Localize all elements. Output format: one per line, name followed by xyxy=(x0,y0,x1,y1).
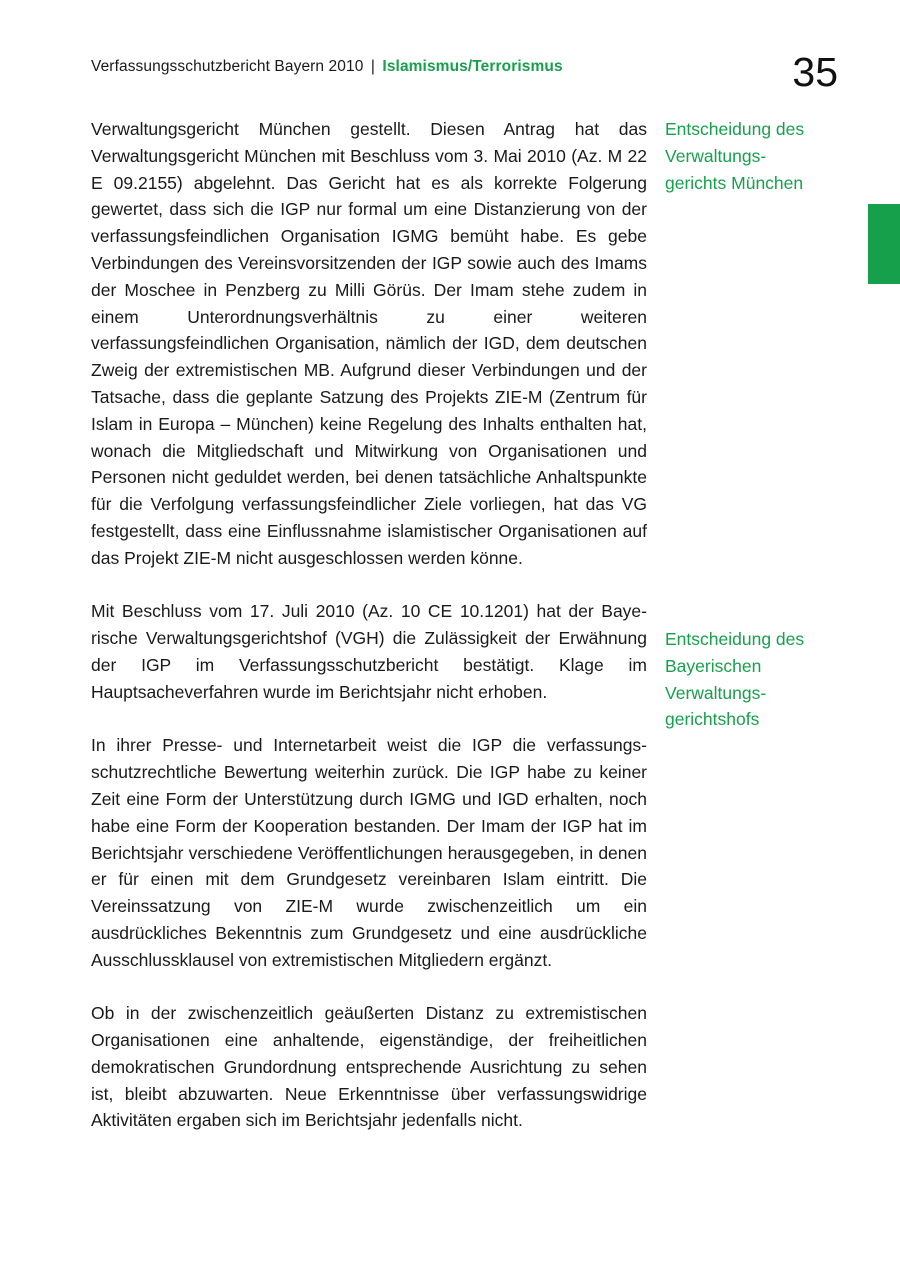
page-number: 35 xyxy=(792,49,838,95)
section-title: Islamismus/Terrorismus xyxy=(382,58,563,75)
margin-note-vgh xyxy=(665,626,865,733)
paragraph-1: Verwaltungsgericht München gestellt. Diesen Antrag hat das Verwaltungsgericht München mit Beschluss vom 3. Mai 2010 (Az. M 22 E 09.2155) abgelehnt. Das Gericht hat es als korrekte Folgerung gewertet, dass sich die IGP nur formal um eine Distanzierung von der verfassungsfeindlichen Organisation IGMG bemüht habe. Es gebe Verbindungen des Vereinsvorsitzenden der IGP sowie auch des Imams der Moschee in Penzberg zu Milli Görüs. Der Imam stehe zudem in einem Unterordnungsverhältnis zu einer weiteren verfassungsfeindlichen Organisation, nämlich der IGD, dem deutschen Zweig der extremistischen MB. Aufgrund dieser Verbindungen und der Tatsache, dass die geplante Satzung des Projekts ZIE-M (Zentrum für Islam in Europa – München) keine Regelung des Inhalts enthalten hat, wonach die Mitgliedschaft und Mitwirkung von Organisationen und Personen nicht geduldet werden, bei denen tatsächliche Anhaltspunkte für die Verfolgung verfassungsfeindlicher Ziele vorliegen, hat das VG festgestellt, dass eine Einflussnahme islamistischer Organisationen auf das Projekt ZIE-M nicht ausgeschlossen werden könne. xyxy=(91,119,647,568)
margin-note-line: Bayerischen xyxy=(665,655,762,676)
paragraph-4: Ob in der zwischenzeitlich geäußerten Distanz zu extremistischen Organisationen eine anhaltende, eigenständige, der freiheitlichen demokratischen Grundordnung entsprechende Ausrichtung zu sehen ist, bleibt abzuwarten. Neue Erkenntnisse über verfassungswidrige Aktivitäten ergaben sich im Berichtsjahr jedenfalls nicht. xyxy=(91,1003,647,1131)
margin-note-line: gerichtshofs xyxy=(665,709,760,730)
running-header xyxy=(91,58,563,76)
chapter-tab-marker xyxy=(868,204,900,284)
margin-note-line: Entscheidung des xyxy=(665,119,805,139)
margin-note-line: Verwaltungs- xyxy=(665,145,767,166)
margin-note-line: gerichts München xyxy=(665,172,804,193)
paragraph-3: In ihrer Presse- und Internetarbeit weist die IGP die verfassungsschutzrechtliche Bewertung weiterhin zurück. Die IGP habe zu keiner Zeit eine Form der Unterstützung durch IGMG und IGD erhalten, noch habe eine Form der Kooperation bestanden. Der Imam der IGP hat im Berichtsjahr verschiedene Veröffentlichungen herausgegeben, in denen er für einen mit dem Grundgesetz vereinbaren Islam eintritt. Die Vereinssatzung von ZIE-M wurde zwischenzeitlich um ein ausdrückliches Bekenntnis zum Grundgesetz und eine ausdrückliche Ausschlussklausel von extremistischen Mitgliedern ergänzt. xyxy=(91,735,647,970)
margin-note-verwaltungsgericht xyxy=(665,116,865,196)
margin-note-line: Verwaltungs- xyxy=(665,682,767,703)
body-text xyxy=(91,116,647,1134)
report-title: Verfassungsschutzbericht Bayern 2010 xyxy=(91,58,364,75)
header-separator: | xyxy=(370,58,375,75)
margin-note-line: Entscheidung des xyxy=(665,629,805,649)
paragraph-2: Mit Beschluss vom 17. Juli 2010 (Az. 10 CE 10.1201) hat der Bayerische Verwaltungsgerichtshof (VGH) die Zulässigkeit der Erwähnung der IGP im Verfassungsschutzbericht bestätigt. Klage im Hauptsacheverfahren wurde im Berichtsjahr nicht erhoben. xyxy=(91,601,647,702)
